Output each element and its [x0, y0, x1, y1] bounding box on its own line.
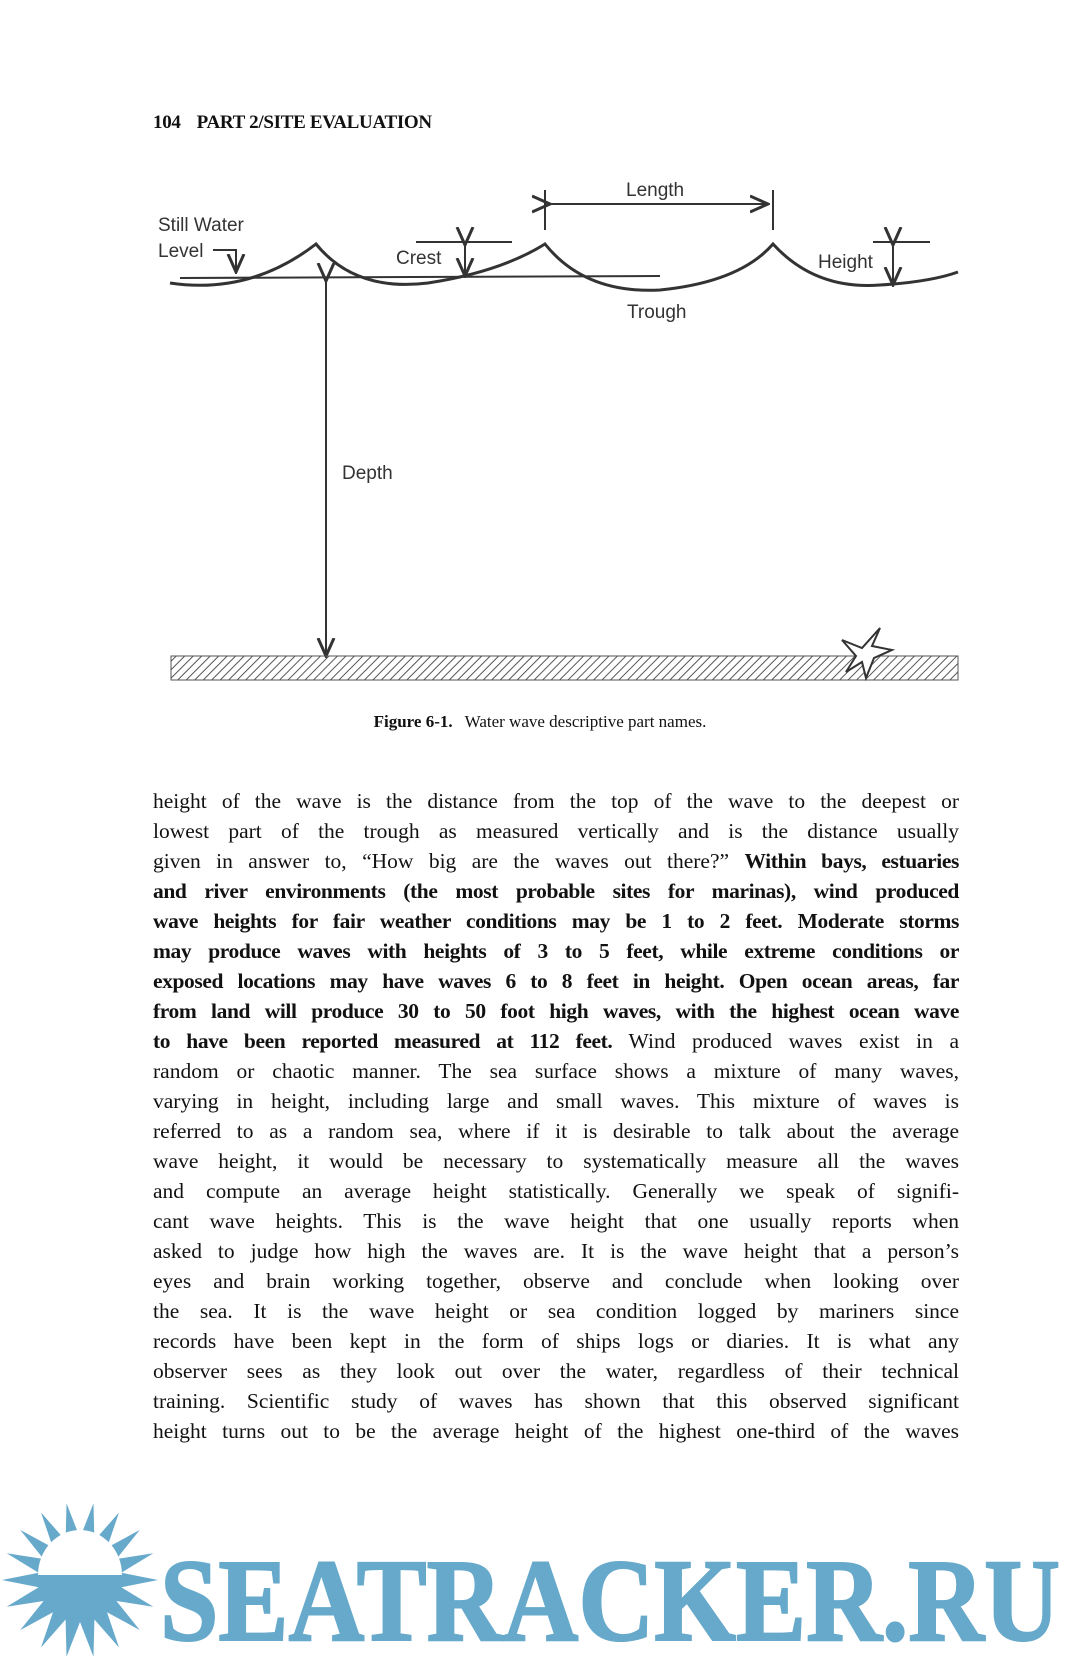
- crest-label: Crest: [396, 248, 442, 269]
- bold-text: may produce waves with heights of 3 to 5 feet, while extreme conditions or: [153, 939, 959, 963]
- bold-text: from land will produce 30 to 50 foot high waves, with the highest ocean wave: [153, 999, 959, 1023]
- page-number: 104: [153, 112, 181, 133]
- text-segment: records have been kept in the form of ships logs or diaries. It is what any: [153, 1329, 959, 1353]
- figure-number: Figure 6-1.: [373, 712, 453, 731]
- bold-text: to have been reported measured at 112 feet.: [153, 1029, 613, 1053]
- still-water-label: Still Water: [158, 215, 244, 236]
- figure-caption: [0, 712, 1080, 732]
- text-line: [153, 1326, 959, 1356]
- body-text: [153, 786, 959, 1446]
- sun-logo-icon: [2, 1503, 158, 1657]
- text-line: [153, 1086, 959, 1116]
- text-segment: asked to judge how high the waves are. It is the wave height that a person’s: [153, 1239, 959, 1263]
- text-segment: wave height, it would be necessary to systematically measure all the waves: [153, 1149, 959, 1173]
- text-line: [153, 876, 959, 906]
- bold-text: and river environments (the most probable sites for marinas), wind produced: [153, 879, 959, 903]
- text-line: [153, 906, 959, 936]
- text-segment: height turns out to be the average height of the highest one-third of the waves: [153, 1419, 959, 1443]
- bold-text: Within bays, estuaries: [744, 849, 959, 873]
- bold-text: exposed locations may have waves 6 to 8 feet in height. Open ocean areas, far: [153, 969, 959, 993]
- text-segment: referred to as a random sea, where if it is desirable to talk about the average: [153, 1119, 959, 1143]
- text-line: [153, 1296, 959, 1326]
- text-segment: eyes and brain working together, observe and conclude when looking over: [153, 1269, 959, 1293]
- text-segment: Wind produced waves exist in a: [612, 1029, 959, 1053]
- text-line: [153, 1176, 959, 1206]
- text-segment: lowest part of the trough as measured vertically and is the distance usually: [153, 819, 959, 843]
- trough-label: Trough: [627, 302, 687, 323]
- text-segment: the sea. It is the wave height or sea condition logged by mariners since: [153, 1299, 959, 1323]
- text-line: [153, 966, 959, 996]
- text-line: [153, 1116, 959, 1146]
- text-segment: cant wave heights. This is the wave height that one usually reports when: [153, 1209, 959, 1233]
- text-line: [153, 1146, 959, 1176]
- depth-label: Depth: [342, 463, 393, 484]
- text-line: [153, 846, 959, 876]
- text-line: [153, 786, 959, 816]
- text-line: [153, 936, 959, 966]
- text-line: [153, 1386, 959, 1416]
- length-label: Length: [626, 180, 685, 201]
- text-line: [153, 816, 959, 846]
- bold-text: wave heights for fair weather conditions may be 1 to 2 feet. Moderate storms: [153, 909, 959, 933]
- text-segment: training. Scientific study of waves has shown that this observed significant: [153, 1389, 959, 1413]
- level-label: Level: [158, 241, 204, 262]
- text-segment: given in answer to, “How big are the waves out there?”: [153, 849, 745, 873]
- text-line: [153, 1416, 959, 1446]
- text-line: [153, 996, 959, 1026]
- text-segment: varying in height, including large and small waves. This mixture of waves is: [153, 1089, 959, 1113]
- text-segment: and compute an average height statistically. Generally we speak of signifi-: [153, 1179, 959, 1203]
- watermark-text: SEATRACKER.RU: [160, 1535, 1060, 1660]
- text-line: [153, 1356, 959, 1386]
- height-label: Height: [818, 252, 873, 273]
- text-line: [153, 1266, 959, 1296]
- text-line: [153, 1206, 959, 1236]
- text-segment: random or chaotic manner. The sea surface shows a mixture of many waves,: [153, 1059, 959, 1083]
- text-line: [153, 1236, 959, 1266]
- text-segment: observer sees as they look out over the water, regardless of their technical: [153, 1359, 959, 1383]
- sea-floor: [171, 656, 958, 680]
- wave-diagram: [0, 0, 1080, 700]
- section-title: PART 2/SITE EVALUATION: [196, 112, 432, 133]
- text-line: [153, 1056, 959, 1086]
- text-line: [153, 1026, 959, 1056]
- figure-caption-text: Water wave descriptive part names.: [464, 712, 707, 731]
- watermark: [0, 1500, 1080, 1660]
- text-segment: height of the wave is the distance from the top of the wave to the deepest or: [153, 789, 959, 813]
